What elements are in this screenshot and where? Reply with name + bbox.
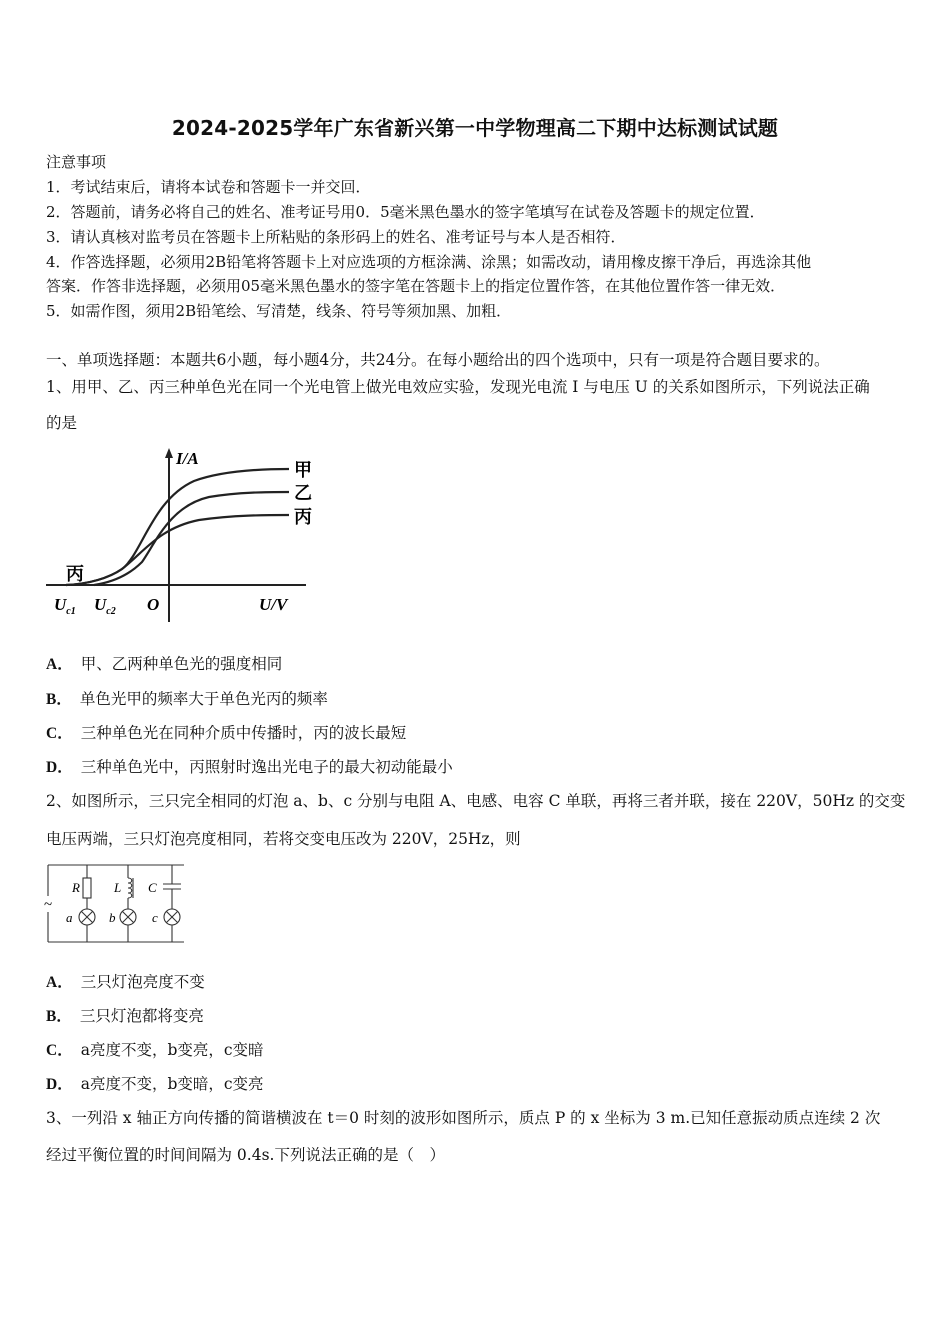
section-heading: 一、单项选择题：本题共6小题，每小题4分，共24分。在每小题给出的四个选项中，只有一项是符合题目要求的。 — [46, 351, 830, 369]
q1-option-a[interactable]: A． 甲、乙两种单色光的强度相同 — [46, 655, 283, 673]
curve-yi — [94, 492, 289, 585]
u-axis-label: U/V — [259, 595, 288, 614]
label-r: R — [72, 880, 80, 895]
q1-option-c[interactable]: C． 三种单色光在同种介质中传播时，丙的波长最短 — [46, 724, 407, 742]
ac-source-symbol: ~ — [44, 897, 53, 913]
curve-label-yi: 乙 — [294, 483, 312, 503]
question-2-text: 2、如图所示，三只完全相同的灯泡 a、b、c 分别与电阻 A、电感、电容 C 单联，再将三者并联，接在 220V，50Hz 的交变 — [46, 792, 906, 810]
resistor — [83, 878, 91, 898]
notice-item: 答案．作答非选择题，必须用05毫米黑色墨水的签字笔在答题卡上的指定位置作答，在其他位置作答一律无效． — [46, 277, 786, 295]
question-1-text: 1、用甲、乙、丙三种单色光在同一个光电管上做光电效应实验，发现光电流 I 与电压 U 的关系如图所示，下列说法正确 — [46, 378, 870, 396]
page-title: 2024-2025学年广东省新兴第一中学物理高二下期中达标测试试题 — [171, 116, 779, 140]
q2-option-c[interactable]: C． a亮度不变，b变亮，c变暗 — [46, 1041, 264, 1059]
uc2-label: $U_{c2}$ — [94, 595, 116, 617]
label-l: L — [114, 880, 122, 895]
notice-item: 1．考试结束后，请将本试卷和答题卡一并交回． — [46, 178, 371, 196]
q2-option-b[interactable]: B． 三只灯泡都将变亮 — [46, 1007, 204, 1025]
question-2-text: 电压两端，三只灯泡亮度相同，若将交变电压改为 220V，25Hz，则 — [46, 830, 521, 848]
curve-bing — [66, 515, 289, 585]
question-1-text: 的是 — [46, 414, 78, 432]
notice-item: 5．如需作图，须用2B铅笔绘、写清楚，线条、符号等须加黑、加粗． — [46, 302, 512, 320]
i-axis-arrow — [165, 448, 173, 458]
q2-option-a[interactable]: A． 三只灯泡亮度不变 — [46, 973, 205, 991]
question-3-text: 经过平衡位置的时间间隔为 0.4s.下列说法正确的是（ ） — [46, 1146, 445, 1164]
curve-label-bing-left: 丙 — [66, 564, 84, 584]
q2-option-d[interactable]: D． a亮度不变，b变暗，c变亮 — [46, 1075, 264, 1093]
notice-item: 3．请认真核对监考员在答题卡上所粘贴的条形码上的姓名、准考证号与本人是否相符． — [46, 228, 626, 246]
curve-label-jia: 甲 — [294, 460, 312, 480]
origin-label: O — [147, 595, 160, 614]
rlc-circuit-diagram — [44, 860, 194, 948]
label-bulb-b: b — [109, 910, 116, 925]
photoelectric-iu-graph — [44, 446, 314, 624]
question-3-text: 3、一列沿 x 轴正方向传播的简谐横波在 t＝0 时刻的波形如图所示，质点 P 的 x 坐标为 3 m.已知任意振动质点连续 2 次 — [46, 1109, 881, 1127]
notice-heading: 注意事项 — [46, 153, 107, 171]
notice-item: 2．答题前，请务必将自己的姓名、准考证号用0．5毫米黑色墨水的签字笔填写在试卷及答题卡的规定位置． — [46, 203, 765, 221]
q1-option-d[interactable]: D． 三种单色光中，丙照射时逸出光电子的最大初动能最小 — [46, 758, 453, 776]
notice-item: 4．作答选择题，必须用2B铅笔将答题卡上对应选项的方框涂满、涂黑；如需改动，请用橡皮擦干净后，再选涂其他 — [46, 253, 812, 271]
inductor — [128, 878, 132, 898]
label-bulb-a: a — [66, 910, 73, 925]
curve-label-bing: 丙 — [294, 507, 312, 527]
label-bulb-c: c — [152, 910, 158, 925]
q1-option-b[interactable]: B． 单色光甲的频率大于单色光丙的频率 — [46, 690, 328, 708]
i-axis-label: I/A — [176, 449, 199, 468]
label-c: C — [148, 880, 157, 895]
uc1-label: $U_{c1}$ — [54, 595, 76, 617]
